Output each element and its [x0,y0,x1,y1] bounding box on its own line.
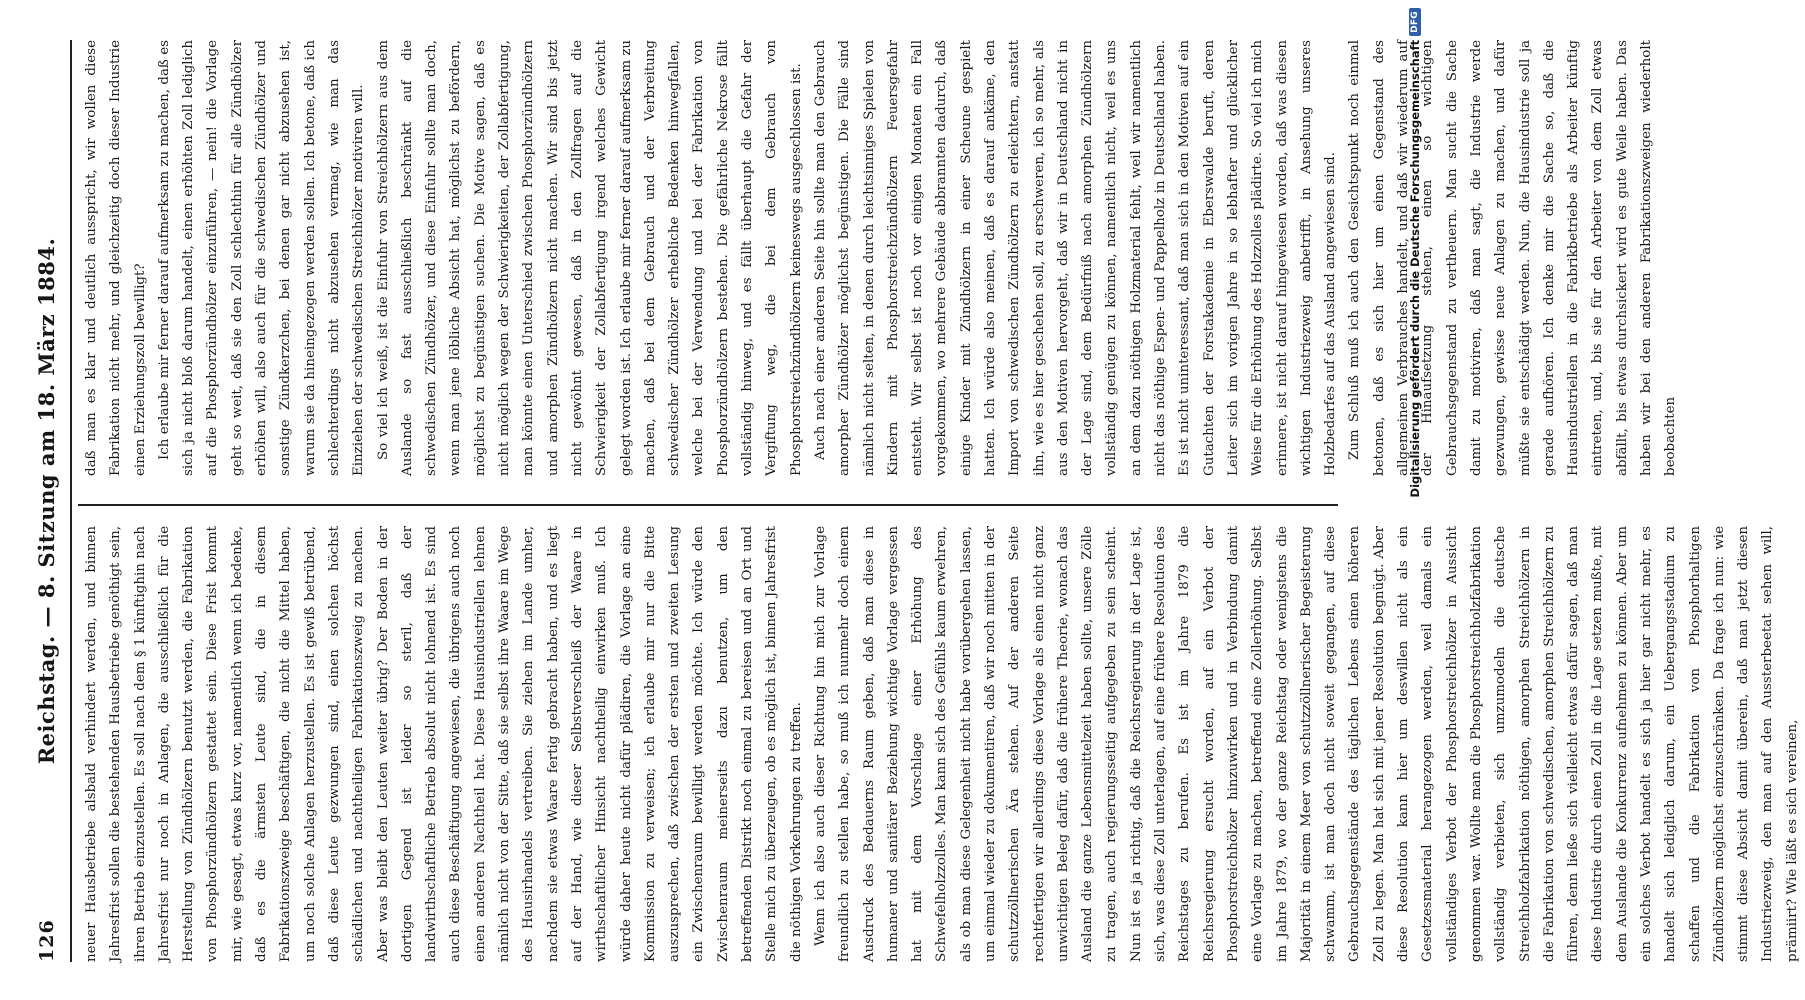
paragraph: daß man es klar und deutlich ausspricht, wir wollen diese Fabrikation nicht mehr, und gleichzeitig doch dieser Industrie einen Erziehungszoll bewilligt? [84,40,148,476]
header-rule [70,40,72,962]
dfg-logo: DFG [1409,8,1421,36]
credit-text: Digitalisierung gefördert durch die Deutsche Forschungsgemeinschaft [1408,39,1422,498]
digitization-credit [1402,8,1428,998]
page-title: Reichstag. — 8. Sitzung am 18. März 1884. [34,237,59,765]
left-column [80,526,1800,962]
page-header [28,40,72,962]
paragraph: Ich erlaube mir ferner darauf aufmerksam zu machen, daß es sich ja nicht bloß darum handelt, einen erhöhten Zoll lediglich auf die Phosphorzündhölzer einzuführen, — nein! die Vorlage geht so weit, daß sie den Zoll schlechthin für alle Zündhölzer erhöhen will, also auch für die schwedischen Zündhölzer und sonstige Zündkerzchen, bei denen gar nicht abzusehen ist, warum sie da hineingezogen werden sollen. Ich betone, daß ich schlechterdings nicht abzusehen vermag, wie man das Einziehen der schwedischen Streichhölzer motiviren will. [156,40,367,476]
paragraph: So viel ich weiß, ist die Einfuhr von Streichhölzern aus dem Auslande so fast ausschließlich beschränkt auf die schwedischen Zündhölzer, und diese Einfuhr sollte man doch, wenn man jene löbliche Absicht hat, möglichst zu befördern, möglichst zu begünstigen suchen. Die Motive sagen, daß es nicht möglich wegen der Schwierigkeiten, der Zollabfertigung, man könnte einen Unterschied zwischen Phosphorzündhölzern und amorphen Zündhölzern nicht machen. Wir sind bis jetzt nicht gewöhnt gewesen, daß in den Zollfragen auf die Schwierigkeit der Zollabfertigung irgend welches Gewicht gelegt worden ist. Ich erlaube mir ferner darauf aufmerksam zu machen, daß bei dem Gebrauch und der Verbreitung schwedischer Zündhölzer erhebliche Bedenken hinwegfallen, welche bei der Verwendung und bei der Fabrikation von Phosphorzündhölzern bestehen. Die gefährliche Nekrose fällt vollständig hinweg, und es fällt überhaupt die Gefahr der Vergiftung weg, die bei dem Gebrauch von Phosphorstreichzündhölzern keineswegs ausgeschlossen ist. [375,40,804,476]
paragraph: Wenn ich also auch dieser Richtung hin mich zur Vorlage freundlich zu stellen habe, so muß ich nunmehr doch einem Ausdruck des Bedauerns Raum geben, daß man diese in humaner und sanitärer Beziehung wichtige Vorlage vergessen hat mit dem Vorschlage einer Erhöhung des Schwefelholzzolles. Man kann sich des Gefühls kaum erwehren, als ob man diese Gelegenheit nicht habe vorübergehen lassen, um einmal wieder zu dokumentiren, daß wir noch mitten in der schutzzöllnerischen Ära stehen. Auf der anderen Seite rechtfertigen wir allerdings diese Vorlage als einen nicht ganz unwichtigen Beleg dafür, daß die frühere Theorie, wonach das Ausland die ganze Lebensmittelzeit haben sollte, unsere Zölle zu tragen, auch regierungsseitig aufgegeben zu sein scheint. Nun ist es ja richtig, daß die Reichsregierung in der Lage ist, sich, was diese Zoll unterlagen, auf eine frühere Resolution des Reichstages zu berufen. Es ist im Jahre 1879 die Reichsregierung ersucht worden, auf ein Verbot der Phosphorstreichhölzer hinzuwirken und in Verbindung damit eine Vorlage zu machen, betreffend eine Zollerhöhung. Selbst im Jahre 1879, wo der ganze Reichstag oder wenigstens die Majorität in einem Meer von schutzzöllnerischer Begeisterung schwamm, ist man doch nicht soweit gegangen, auf diese Gebrauchsgegenstände des täglichen Lebens einen höheren Zoll zu legen. Man hat sich mit jener Resolution begnügt. Aber diese Resolution kann hier um deswillen nicht als ein Gesetzesmaterial herangezogen werden, weil damals ein vollständiges Verbot der Phosphorstreichhölzer in Aussicht genommen war. Wollte man die Phosphorstreichholzfabrikation vollständig verbieten, sich umzumodeln die deutsche Streichholzfabrikation nöthigen, amorphen Streichhölzern in die Fabrikation von schwedischen, amorphen Streichhölzern zu führen, denn ließe sich vielleicht etwas dafür sagen, daß man diese Industrie durch einen Zoll in die Lage setzen mußte, mit dem Auslande die Konkurrenz aufnehmen zu können. Aber um ein solches Verbot handelt es sich ja hier gar nicht mehr, es handelt sich lediglich darum, ein Uebergangsstadium zu schaffen und die Fabrikation von Phosphorhaltigen Zündhölzern möglichst einzuschränken. Da frage ich nun: wie stimmt diese Absicht damit überein, daß man jetzt diesen Industriezweig, den man auf den Aussterbeetat sehen will, prämiirt? Wie läßt es sich vereinen, [812,526,1800,962]
page-number: 126 [36,919,58,962]
paragraph: neuer Hausbetriebe alsbald verhindert werden, und binnen Jahresfrist sollen die bestehenden Hausbetriebe genöthigt sein, ihren Betrieb einzustellen. Es soll nach dem § 1 künftighin nach Jahresfrist nur noch in Anlagen, die ausschließlich für die Herstellung von Zündhölzern benutzt werden, die Fabrikation von Phosphorzündhölzern gestattet sein. Diese Frist kommt mir, wie gesagt, etwas kurz vor, namentlich wenn ich bedenke, daß es die ärmsten Leute sind, die in diesem Fabrikationszweige beschäftigen, die nicht die Mittel haben, um noch solche Anlagen herzustellen. Es ist gewiß betrübend, daß diese Leute gezwungen sind, einen solchen höchst schädlichen und nachtheiligen Fabrikationszweig zu machen. Aber was bleibt den Leuten weiter übrig? Der Boden in der dortigen Gegend ist leider so steril, daß der landwirthschaftliche Betrieb absolut nicht lohnend ist. Es sind auch diese Beschäftigung angewiesen, die übrigens auch noch einen anderen Nachtheil hat. Diese Hausindustriellen lehnen nämlich nicht von der Sitte, daß sie selbst ihre Waare im Wege des Hausirhandels vertreiben. Sie ziehen im Lande umher, nachdem sie etwas Waare fertig gebracht haben, und es liegt auf der Hand, wie dieser Selbstverschleiß der Waare in wirthschaftlicher Hinsicht nachtheilig einwirken muß. Ich würde daher heute nicht dafür plädiren, die Vorlage an eine Kommission zu verweisen; ich erlaube mir nur die Bitte auszusprechen, daß zwischen der ersten und zweiten Lesung ein Zwischenraum bewilligt werden möchte. Ich würde den Zwischenraum meinerseits dazu benutzen, um den betreffenden Distrikt noch einmal zu bereisen und an Ort und Stelle mich zu überzeugen, ob es möglich ist, binnen Jahresfrist die nöthigen Vorkehrungen zu treffen. [84,526,804,962]
paragraph: Auch nach einer anderen Seite hin sollte man den Gebrauch amorpher Zündhölzer möglichst begünstigen. Die Fälle sind nämlich nicht selten, in denen durch leichtsinniges Spielen von Kindern mit Phosphorstreichzündhölzern Feuersgefahr entsteht. Wir selbst ist noch vor einigen Monaten ein Fall vorgekommen, wo mehrere Gebäude abbrannten dadurch, daß einige Kinder mit Zündhölzern in einer Scheune gespielt hatten. Ich würde also meinen, daß es darauf ankäme, den Import von schwedischen Zündhölzern zu erleichtern, anstatt ihn, wie es hier geschehen soll, zu erschweren, ich so mehr, als aus den Motiven hervorgeht, daß wir in Deutschland nicht in der Lage sind, dem Bedürfniß nach amorphen Zündhölzern vollständig genügen zu können, namentlich nicht, weil es uns an dem dazu nöthigen Holzmaterial fehlt, weil wir namentlich nicht das nöthige Espen- und Pappelholz in Deutschland haben. Es ist nicht uninteressant, daß man sich in den Motiven auf ein Gutachten der Forstakademie in Eberswalde beruft, deren Leiter sich im vorigen Jahre in so lebhafter und glücklicher Weise für die Erhöhung des Holzzolles plädirte. So viel ich mich erinnere, ist nicht darauf hingewiesen worden, daß was diesen wichtigen Industriezweig anbetrifft, in Ansehung unseres Holzbedarfes auf das Ausland angewiesen sind. [812,40,1339,476]
paragraph: Zum Schluß muß ich auch den Gesichtspunkt noch einmal betonen, daß es sich hier um einen Gegenstand des allgemeinen Verbrauches handelt, und daß wir wiederum auf der Hinaufsetzung stehen, einen so wichtigen Gebrauchsgegenstand zu vertheuern. Man sucht die Sache damit zu motiviren, daß man sagt, die Industrie werde gezwungen, gewisse neue Anlagen zu machen, und dafür müßte sie entschädigt werden. Nun, die Hausindustrie soll ja gerade aufhören. Ich denke mir die Sache so, daß die Hausindustriellen in die Fabrikbetriebe als Arbeiter künftig eintreten, und, bis sie für den Arbeiter von dem Zoll etwas abfällt, bis etwas durchsickert wird es gute Weile haben. Das haben wir bei den anderen Fabrikationszweigen wiederholt beobachten [1347,40,1679,476]
column-divider [78,504,1338,506]
